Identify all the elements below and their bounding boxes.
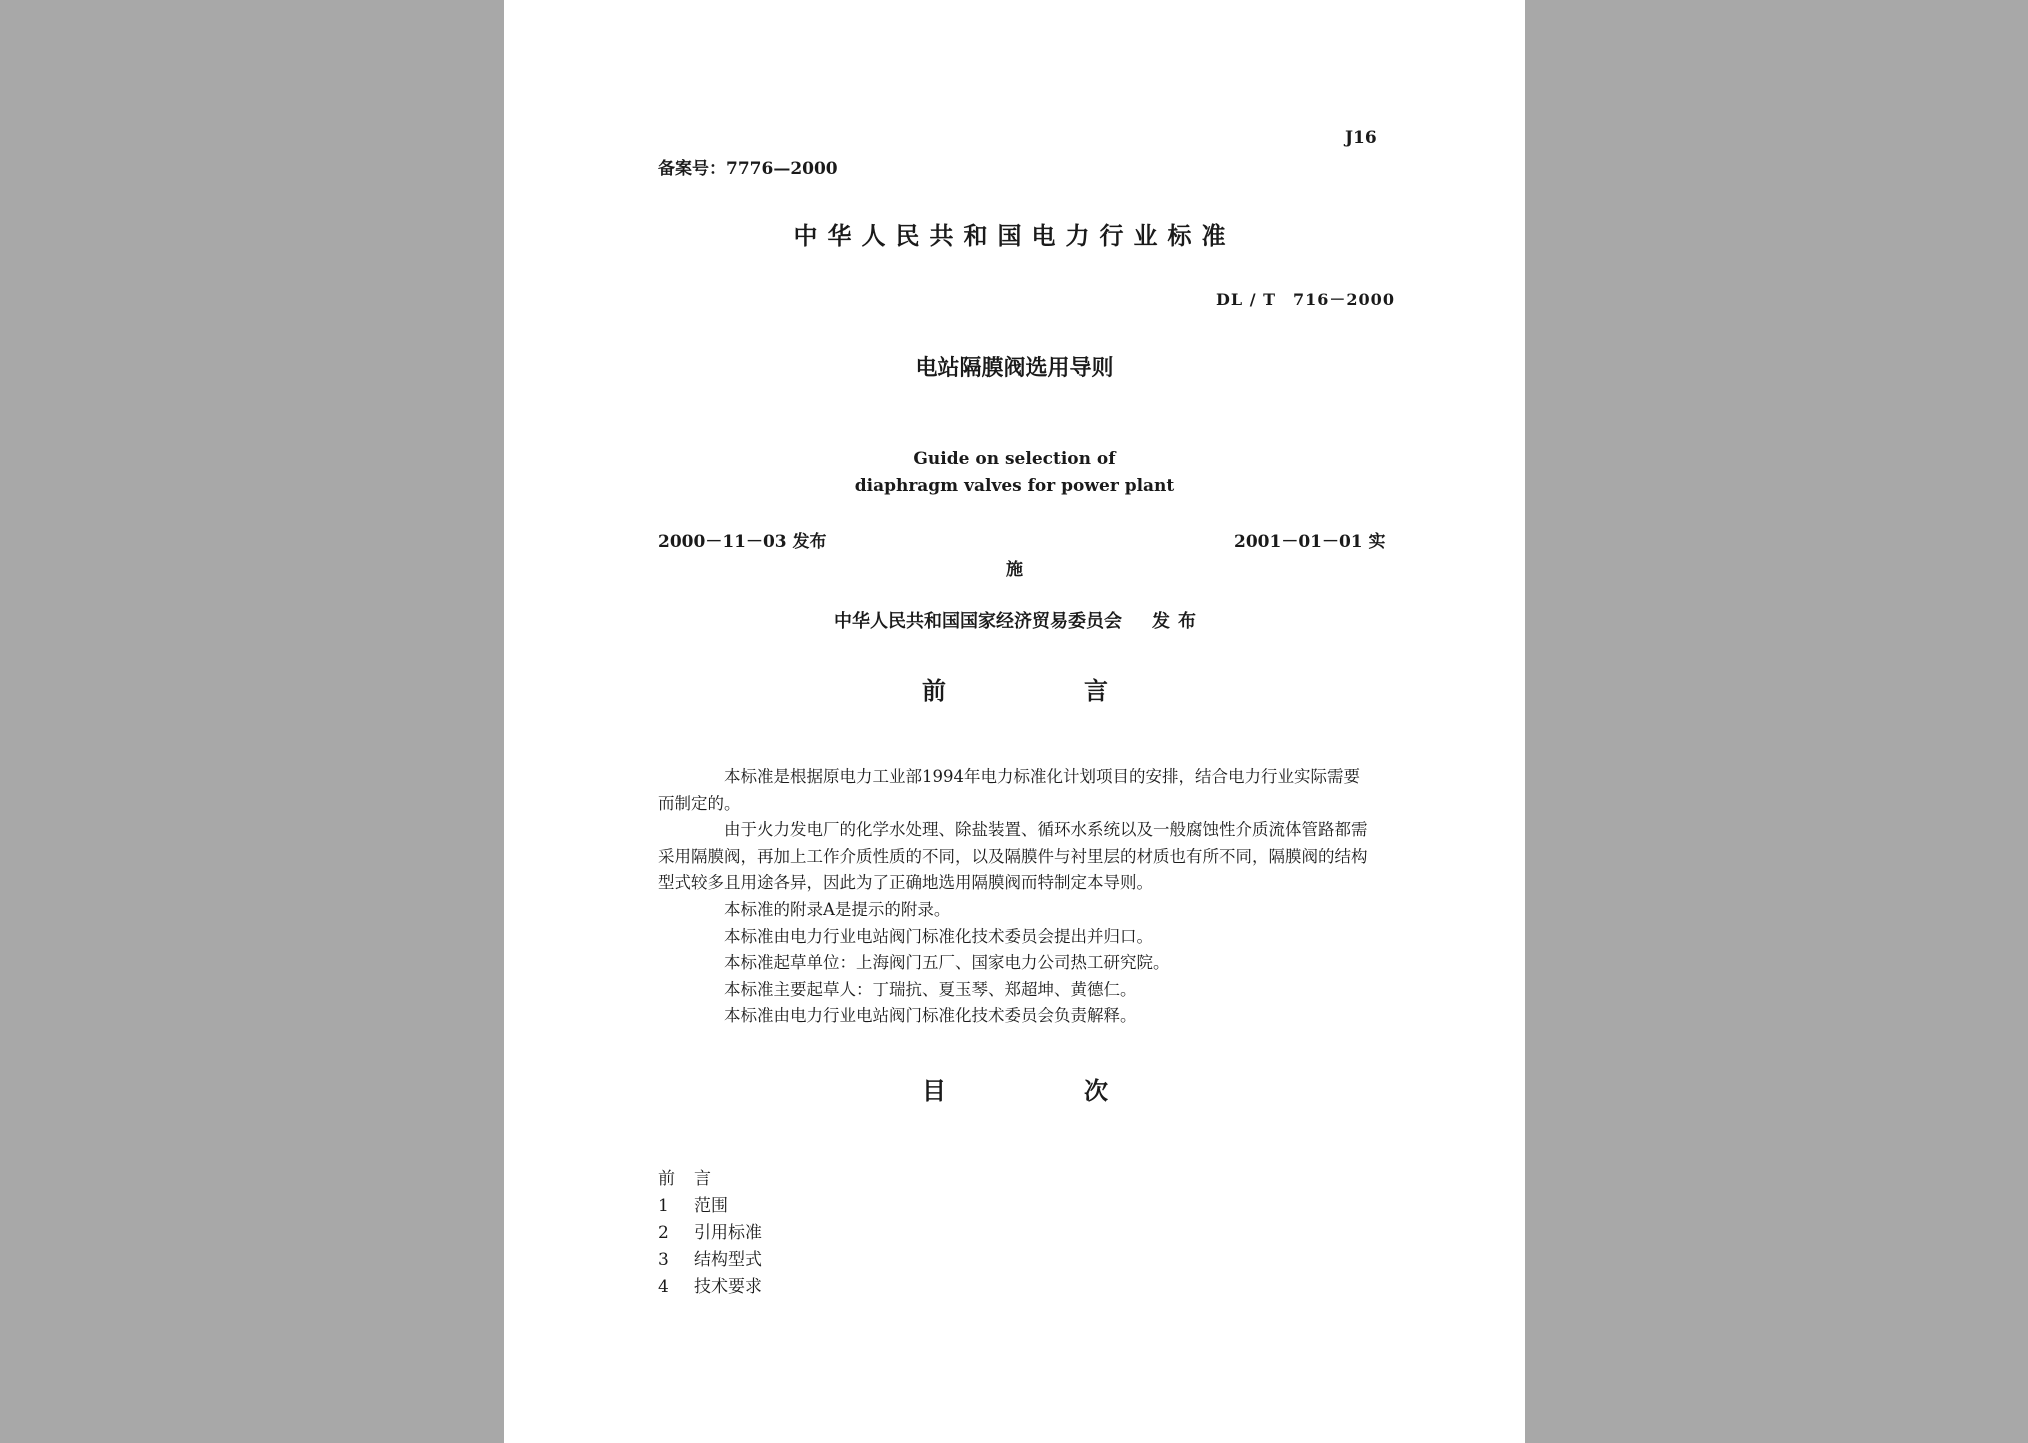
toc-item-label: 范围	[694, 1196, 728, 1216]
implementation-date: 2001－01－01 实	[1234, 532, 1386, 552]
record-number: 备案号：7776—2000	[658, 159, 838, 179]
title-chinese: 电站隔膜阀选用导则	[915, 355, 1114, 381]
toc-item[interactable]	[658, 1166, 762, 1193]
toc-item-label: 结构型式	[694, 1250, 762, 1270]
implementation-date-wrap: 施	[1006, 560, 1023, 580]
title-english	[504, 446, 1525, 500]
standard-number: DL / T 716－2000	[1216, 290, 1395, 309]
foreword-paragraph: 本标准是根据原电力工业部1994年电力标准化计划项目的安排，结合电力行业实际需要而制定的。	[658, 767, 1360, 813]
foreword-paragraph: 本标准的附录A是提示的附录。	[724, 899, 951, 919]
title-english-line-2: diaphragm valves for power plant	[854, 476, 1175, 496]
foreword-heading-left: 前	[922, 676, 946, 705]
foreword-paragraph: 本标准由电力行业电站阀门标准化技术委员会提出并归口。	[724, 926, 1153, 946]
foreword-body	[658, 764, 1374, 1030]
toc-item-number: 3	[658, 1250, 669, 1270]
toc-item-label: 技术要求	[694, 1277, 762, 1297]
foreword-paragraph: 本标准起草单位：上海阀门五厂、国家电力公司热工研究院。	[724, 953, 1170, 973]
toc-item[interactable]	[658, 1274, 762, 1301]
foreword-paragraph: 由于火力发电厂的化学水处理、除盐装置、循环水系统以及一般腐蚀性介质流体管路都需采用隔膜阀，再加上工作介质性质的不同，以及隔膜件与衬里层的材质也有所不同，隔膜阀的结构型式较多且用途各异，因此为了正确地选用隔膜阀而特制定本导则。	[658, 820, 1368, 893]
contents-heading-left: 目	[922, 1076, 946, 1105]
toc-item[interactable]	[658, 1193, 762, 1220]
toc-item-label: 引用标准	[694, 1223, 762, 1243]
contents-heading-right: 次	[1084, 1076, 1108, 1105]
toc-item[interactable]	[658, 1220, 762, 1247]
foreword-paragraph: 本标准主要起草人：丁瑞抗、夏玉琴、郑超坤、黄德仁。	[724, 979, 1137, 999]
foreword-paragraph: 本标准由电力行业电站阀门标准化技术委员会负责解释。	[724, 1006, 1137, 1026]
toc-item-label: 言	[694, 1169, 711, 1189]
issue-date: 2000－11－03 发布	[658, 532, 827, 552]
toc-item-number: 前	[658, 1169, 675, 1189]
issuing-authority: 中华人民共和国国家经济贸易委员会	[834, 611, 1122, 632]
toc-item[interactable]	[658, 1247, 762, 1274]
document-page	[504, 0, 1525, 1443]
toc-item-number: 2	[658, 1223, 669, 1243]
toc-item-number: 4	[658, 1277, 669, 1297]
foreword-heading-right: 言	[1084, 676, 1108, 705]
standard-header: 中华人民共和国电力行业标准	[793, 221, 1236, 250]
title-english-line-1: Guide on selection of	[913, 449, 1116, 469]
table-of-contents	[658, 1166, 762, 1301]
classification-code: J16	[1345, 128, 1377, 148]
toc-item-number: 1	[658, 1196, 669, 1216]
issuing-action: 发布	[1152, 611, 1204, 632]
